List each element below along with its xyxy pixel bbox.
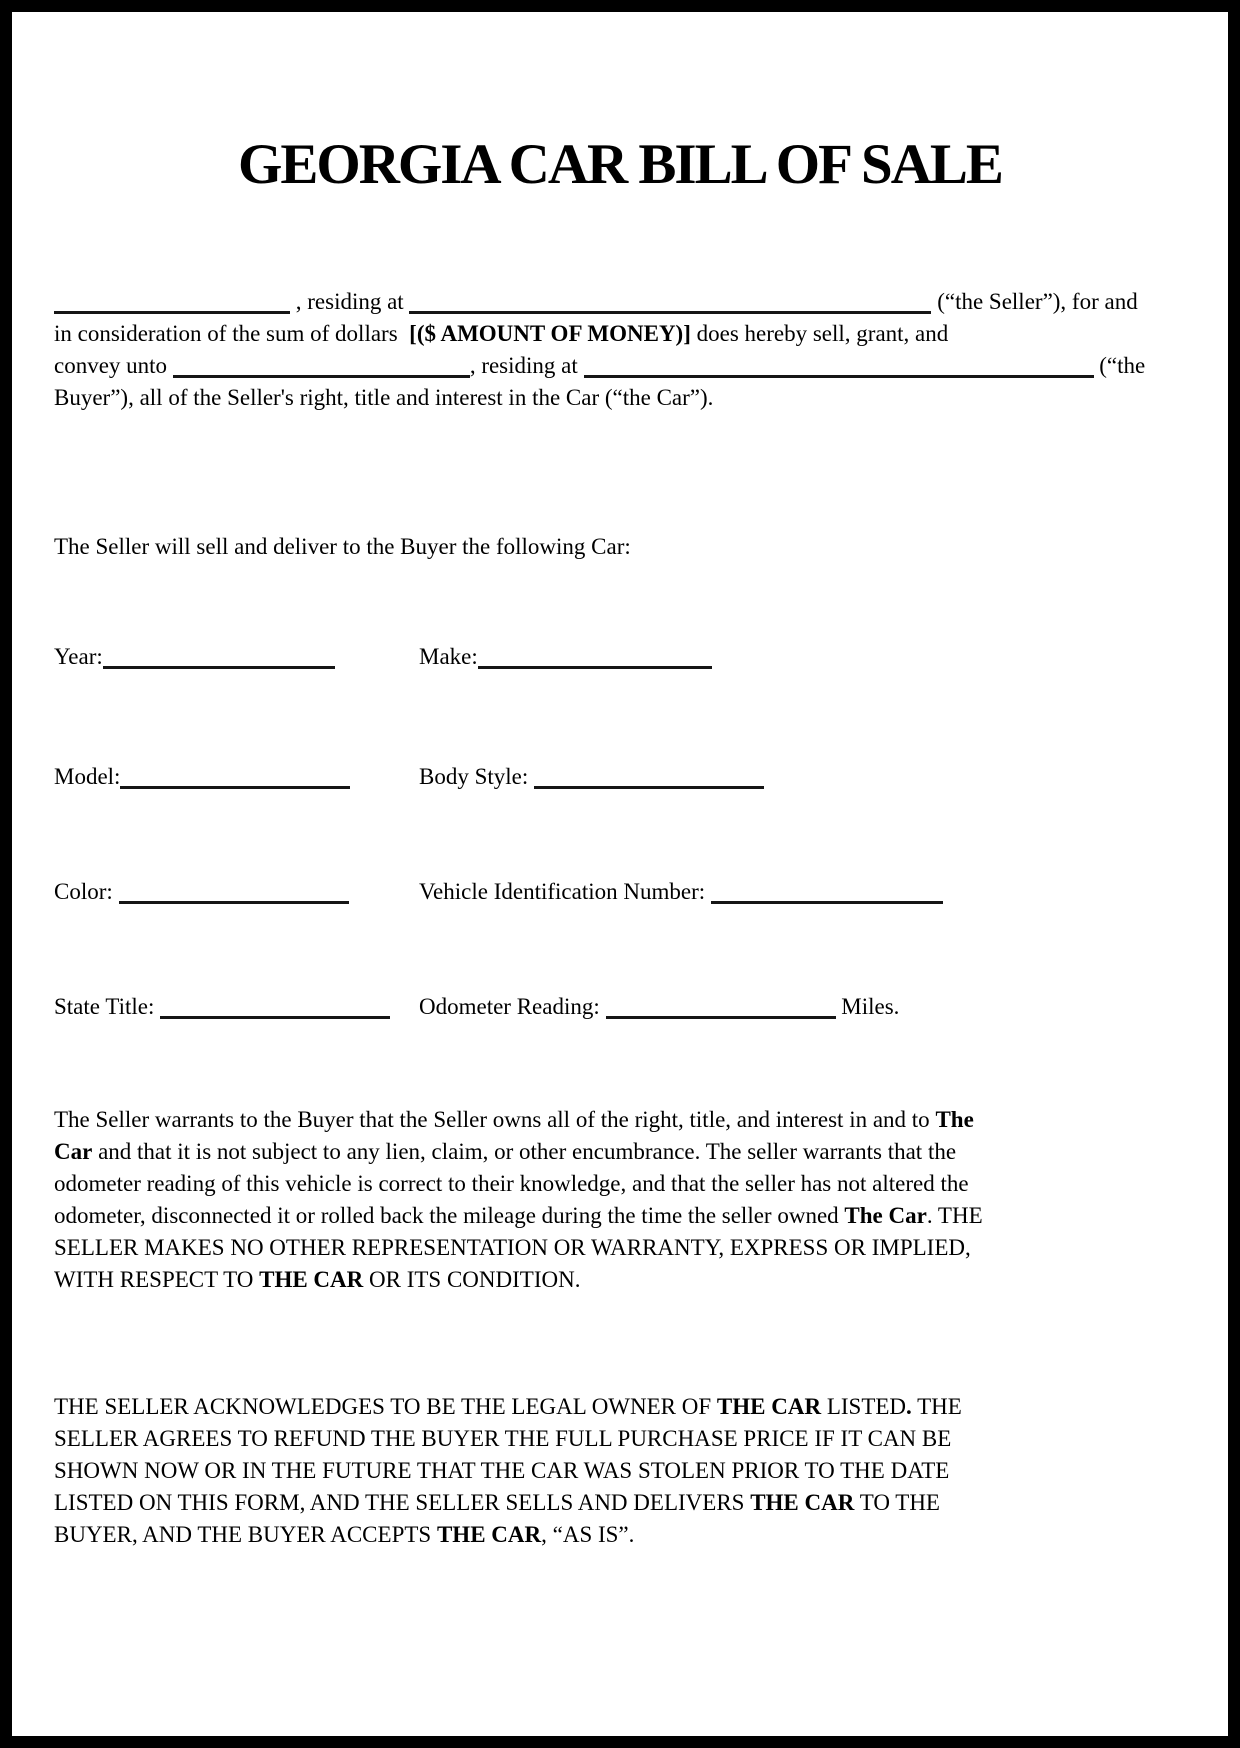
the-car-bold: The Car	[844, 1203, 927, 1228]
year-field	[54, 641, 335, 673]
warranty-line-1	[54, 1104, 1208, 1136]
the-car-bold: The	[935, 1107, 974, 1132]
body-style-blank[interactable]	[534, 764, 764, 789]
intro-text: , residing at	[469, 353, 584, 378]
body-style-label: Body Style:	[419, 764, 535, 789]
acknowledgment-line-3	[54, 1455, 1208, 1487]
acknowledgment-line-5	[54, 1519, 1208, 1551]
seller-name-blank[interactable]	[54, 289, 290, 314]
buyer-name-blank[interactable]	[173, 353, 470, 378]
warranty-paragraph	[54, 1104, 1208, 1296]
color-field	[54, 876, 349, 908]
warranty-line-2	[54, 1136, 1208, 1168]
acknowledgment-text: SELLER AGREES TO REFUND THE BUYER THE FULL PURCHASE PRICE IF IT CAN BE	[54, 1426, 952, 1451]
model-label: Model:	[54, 764, 121, 789]
year-label: Year:	[54, 644, 103, 669]
the-car-bold: THE CAR	[716, 1394, 822, 1419]
intro-text: convey unto	[54, 353, 173, 378]
the-car-bold: THE CAR	[436, 1522, 542, 1547]
model-field	[54, 761, 350, 793]
warranty-line-5	[54, 1232, 1208, 1264]
intro-text: (“the Seller”), for and	[931, 289, 1138, 314]
vin-field	[419, 876, 943, 908]
acknowledgment-text: THE SELLER ACKNOWLEDGES TO BE THE LEGAL OWNER OF	[54, 1394, 717, 1419]
warranty-text: OR ITS CONDITION.	[363, 1267, 581, 1292]
make-field	[419, 641, 712, 673]
vin-label: Vehicle Identification Number:	[419, 879, 711, 904]
intro-line-3	[54, 350, 1208, 382]
vehicle-form-row-3	[54, 876, 1208, 910]
the-car-bold: THE CAR	[750, 1490, 855, 1515]
state-title-field	[54, 991, 390, 1023]
vehicle-form-row-2	[54, 761, 1208, 795]
color-blank[interactable]	[119, 879, 349, 904]
make-label: Make:	[419, 644, 478, 669]
delivery-statement	[54, 531, 1208, 563]
model-blank[interactable]	[120, 764, 350, 789]
acknowledgment-line-1	[54, 1391, 1208, 1423]
miles-suffix: Miles.	[835, 994, 900, 1019]
vin-blank[interactable]	[711, 879, 943, 904]
intro-line-1	[54, 286, 1208, 318]
intro-text: does hereby sell, grant, and	[690, 321, 949, 346]
make-blank[interactable]	[478, 644, 712, 669]
warranty-line-6	[54, 1264, 1208, 1296]
buyer-address-blank[interactable]	[584, 353, 1094, 378]
vehicle-form-row-1	[54, 641, 1208, 675]
the-car-bold: Car	[54, 1139, 93, 1164]
warranty-text: odometer reading of this vehicle is correct to their knowledge, and that the seller has not altered the	[54, 1171, 969, 1196]
acknowledgment-text: BUYER, AND THE BUYER ACCEPTS	[54, 1522, 437, 1547]
bold-period: .	[906, 1394, 912, 1419]
warranty-text: The Seller warrants to the Buyer that the Seller owns all of the right, title, and interest in and to	[54, 1107, 936, 1132]
odometer-field	[419, 991, 899, 1023]
acknowledgment-text: THE	[911, 1394, 962, 1419]
warranty-line-3	[54, 1168, 1208, 1200]
year-blank[interactable]	[103, 644, 335, 669]
color-label: Color:	[54, 879, 119, 904]
acknowledgment-line-2	[54, 1423, 1208, 1455]
acknowledgment-text: TO THE	[854, 1490, 940, 1515]
intro-text: in consideration of the sum of dollars	[54, 321, 410, 346]
acknowledgment-paragraph	[54, 1391, 1208, 1551]
warranty-text: WITH RESPECT TO	[54, 1267, 260, 1292]
seller-address-blank[interactable]	[409, 289, 931, 314]
state-title-blank[interactable]	[160, 994, 390, 1019]
delivery-statement-text: The Seller will sell and deliver to the Buyer the following Car:	[54, 534, 631, 559]
amount-of-money-placeholder: [($ AMOUNT OF MONEY)]	[409, 321, 691, 346]
vehicle-form-row-4	[54, 991, 1208, 1025]
warranty-text: SELLER MAKES NO OTHER REPRESENTATION OR WARRANTY, EXPRESS OR IMPLIED,	[54, 1235, 971, 1260]
odometer-label: Odometer Reading:	[419, 994, 606, 1019]
intro-line-4	[54, 382, 1208, 414]
acknowledgment-text: LISTED	[821, 1394, 907, 1419]
warranty-text: . THE	[926, 1203, 983, 1228]
warranty-text: and that it is not subject to any lien, claim, or other encumbrance. The seller warrants that the	[92, 1139, 957, 1164]
warranty-line-4	[54, 1200, 1208, 1232]
acknowledgment-line-4	[54, 1487, 1208, 1519]
the-car-bold: THE CAR	[259, 1267, 364, 1292]
intro-text: , residing at	[290, 289, 410, 314]
acknowledgment-text: LISTED ON THIS FORM, AND THE SELLER SELLS AND DELIVERS	[54, 1490, 751, 1515]
body-style-field	[419, 761, 764, 793]
intro-text: (“the	[1093, 353, 1146, 378]
intro-text: Buyer”), all of the Seller's right, title and interest in the Car (“the Car”).	[54, 385, 714, 410]
bill-of-sale-title: GEORGIA CAR BILL OF SALE	[238, 133, 1002, 196]
acknowledgment-text: SHOWN NOW OR IN THE FUTURE THAT THE CAR WAS STOLEN PRIOR TO THE DATE	[54, 1458, 950, 1483]
acknowledgment-text: , “AS IS”.	[541, 1522, 635, 1547]
intro-paragraph	[54, 286, 1208, 414]
warranty-text: odometer, disconnected it or rolled back the mileage during the time the seller owned	[54, 1203, 845, 1228]
odometer-blank[interactable]	[606, 994, 836, 1019]
state-title-label: State Title:	[54, 994, 161, 1019]
intro-line-2	[54, 318, 1208, 350]
